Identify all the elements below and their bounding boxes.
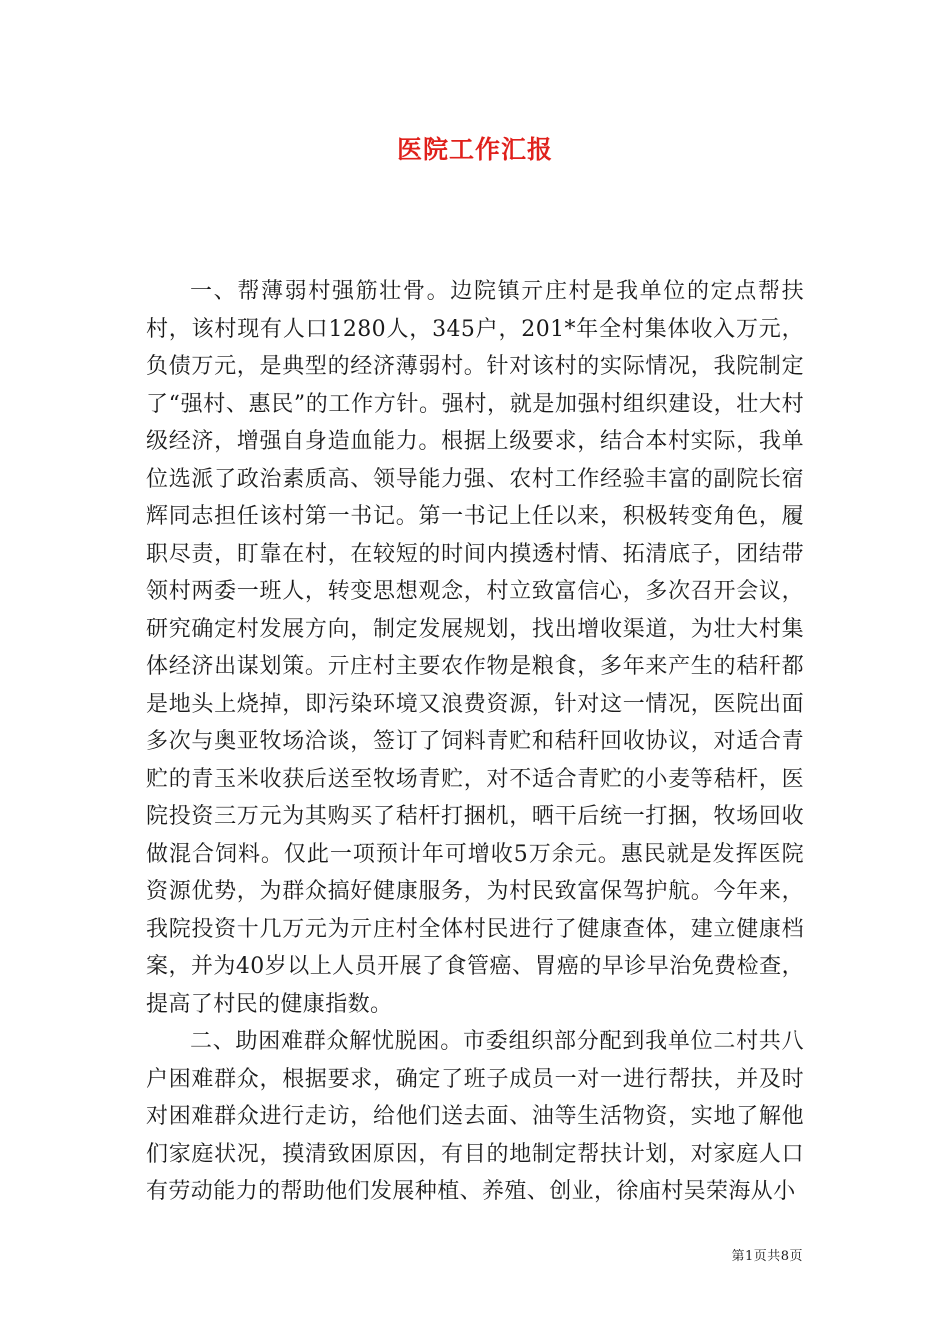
document-body [146,273,804,1211]
page-number: 第1页共8页 [731,1249,803,1264]
document-title: 医院工作汇报 [396,135,553,164]
paragraph-1: 一、帮薄弱村强筋壮骨。边院镇亓庄村是我单位的定点帮扶村，该村现有人口1280人，345户，201*年全村集体收入万元，负债万元，是典型的经济薄弱村。针对该村的实际情况，我院制定了“强村、惠民”的工作方针。强村，就是加强村组织建设，壮大村级经济，增强自身造血能力。根据上级要求，结合本村实际，我单位选派了政治素质高、领导能力强、农村工作经验丰富的副院长宿辉同志担任该村第一书记。第一书记上任以来，积极转变角色，履职尽责，盯靠在村，在较短的时间内摸透村情、拓清底子，团结带领村两委一班人，转变思想观念，村立致富信心，多次召开会议，研究确定村发展方向，制定发展规划，找出增收渠道，为壮大村集体经济出谋划策。亓庄村主要农作物是粮食，多年来产生的秸秆都是地头上烧掉，即污染环境又浪费资源，针对这一情况，医院出面多次与奥亚牧场洽谈，签订了饲料青贮和秸秆回收协议，对适合青贮的青玉米收获后送至牧场青贮，对不适合青贮的小麦等秸杆，医院投资三万元为其购买了秸杆打捆机，晒干后统一打捆，牧场回收做混合饲料。仅此一项预计年可增收5万余元。惠民就是发挥医院资源优势，为群众搞好健康服务，为村民致富保驾护航。今年来，我院投资十几万元为亓庄村全体村民进行了健康查体，建立健康档案，并为40岁以上人员开展了食管癌、胃癌的早诊早治免费检查，提高了村民的健康指数。 [146,279,804,1017]
paragraph-2: 二、助困难群众解忧脱困。市委组织部分配到我单位二村共八户困难群众，根据要求，确定了班子成员一对一进行帮扶，并及时对困难群众进行走访，给他们送去面、油等生活物资，实地了解他们家庭状况，摸清致困原因，有目的地制定帮扶计划，对家庭人口有劳动能力的帮助他们发展种植、养殖、创业，徐庙村吴荣海从小 [146,1029,804,1204]
